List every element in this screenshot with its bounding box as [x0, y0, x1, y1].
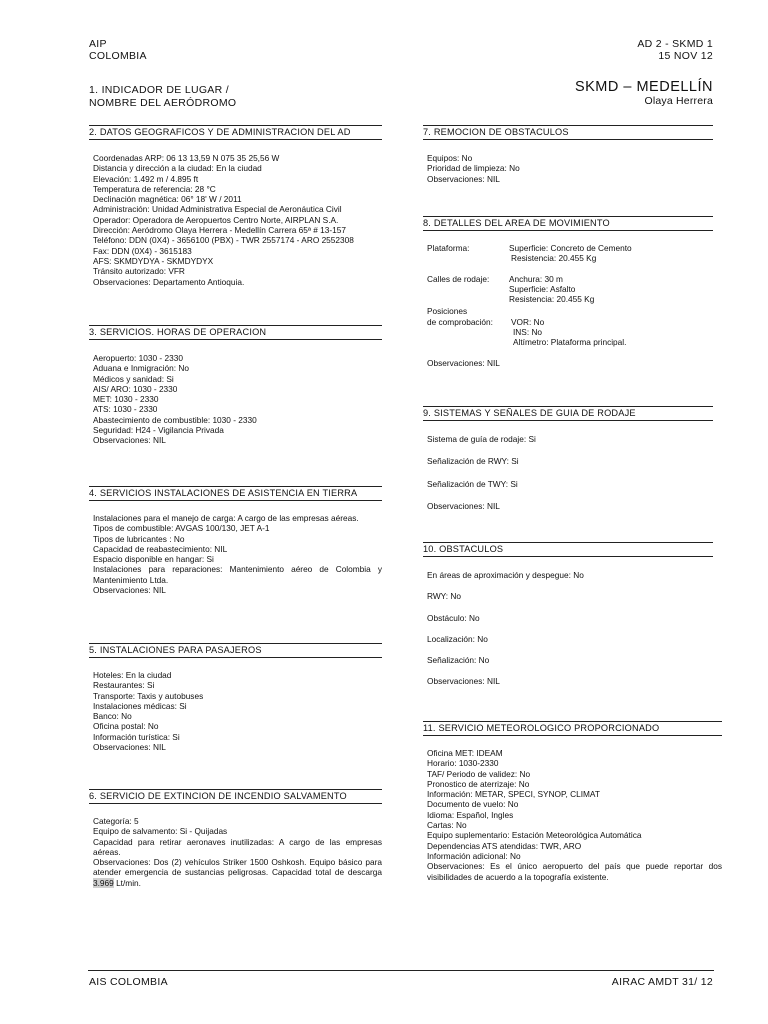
header-right [637, 38, 713, 62]
signaling: Señalización: No [427, 655, 490, 666]
section-10-body [423, 557, 713, 687]
language: Idioma: Español, Ingles [427, 809, 514, 820]
hangar-space: Espacio disponible en hangar: Si [93, 554, 214, 565]
section-2-title: 2. DATOS GEOGRAFICOS Y DE ADMINISTRACION DEL AD [89, 125, 382, 140]
left-column [89, 125, 382, 888]
taxiway-surface: Superficie: Asfalto [509, 283, 576, 294]
section-7 [423, 125, 713, 184]
location: Localización: No [427, 633, 488, 644]
header-date: 15 NOV 12 [658, 50, 713, 62]
address: Dirección: Aeródromo Olaya Herrera - Medellín Carrera 65ª # 13-157 [93, 225, 347, 236]
check-positions-label-1: Posiciones [427, 306, 468, 317]
fuel-supply: Abastecimiento de combustible: 1030 - 2330 [93, 414, 257, 425]
observations: Observaciones: NIL [93, 742, 166, 753]
apron-surface: Superficie: Concreto de Cemento [509, 243, 632, 253]
section-5 [89, 643, 382, 752]
transport: Transporte: Taxis y autobuses [93, 690, 204, 701]
check-positions-label-2: de comprobación: [427, 316, 493, 327]
altimeter-check: Altímetro: Plataforma principal. [513, 337, 627, 348]
observations: Observaciones: NIL [427, 173, 500, 184]
flight-documentation: Documento de vuelo: No [427, 799, 519, 810]
section-9 [423, 406, 713, 511]
observations: Observaciones: NIL [427, 357, 500, 368]
observations: Observaciones: NIL [427, 500, 500, 511]
rescue-equipment: Equipo de salvamento: Si - Quijadas [93, 826, 228, 837]
elevation: Elevación: 1.492 m / 4.895 ft [93, 173, 199, 184]
approach-obstacles: En áreas de aproximación y despegue: No [427, 570, 584, 580]
administration: Administración: Unidad Administrativa Especial de Aeronáutica Civil [93, 204, 342, 215]
section-3-title: 3. SERVICIOS. HORAS DE OPERACION [89, 325, 382, 340]
apron-row [427, 243, 713, 264]
aerodrome-title [575, 79, 713, 107]
section-11-title: 11. SERVICIO METEOROLOGICO PROPORCIONADO [423, 721, 722, 736]
footer-rule [88, 970, 714, 971]
apron-details [509, 243, 632, 264]
rwy-markings: Señalización de RWY: Si [427, 456, 519, 467]
section-5-title: 5. INSTALACIONES PARA PASAJEROS [89, 643, 382, 658]
met-office: Oficina MET: IDEAM [427, 748, 503, 758]
check-positions-row [427, 317, 713, 348]
taxiway-row [427, 274, 713, 305]
section-4-body [89, 501, 382, 595]
distance: Distancia y dirección a la ciudad: En la ciudad [93, 163, 262, 174]
removal-capacity: Capacidad para retirar aeronaves inutilizadas: A cargo de las empresas aéreas. [93, 836, 382, 857]
observations-text: Observaciones: Dos (2) vehículos Striker 1500 Oshkosh. Equipo básico para atender emergencia de sustancias peligrosas. Capacidad total de descarga [93, 857, 382, 878]
medical-facilities: Instalaciones médicas: Si [93, 700, 187, 711]
section-9-body [423, 421, 713, 511]
met: MET: 1030 - 2330 [93, 394, 159, 405]
twy-markings: Señalización de TWY: Si [427, 478, 518, 489]
information: Información: METAR, SPECI, SYNOP, CLIMAT [427, 789, 600, 800]
section-10 [423, 542, 713, 687]
bank: Banco: No [93, 711, 132, 722]
charts: Cartas: No [427, 820, 467, 831]
header-page-id: AD 2 - SKMD 1 [637, 38, 713, 50]
repair-facilities: Instalaciones para reparaciones: Mantenimiento aéreo de Colombia y Mantenimiento Ltda. [93, 564, 382, 585]
title-line-2: NOMBRE DEL AERÓDROMO [89, 96, 237, 109]
restaurants: Restaurantes: Si [93, 680, 155, 691]
discharge-unit: Lt/min. [113, 877, 141, 888]
section-6-title: 6. SERVICIO DE EXTINCION DE INCENDIO SALVAMENTO [89, 789, 382, 804]
section-2-body [89, 140, 382, 287]
right-column [423, 125, 722, 882]
ats: ATS: 1030 - 2330 [93, 404, 158, 415]
header-left [89, 38, 147, 62]
fax: Fax: DDN (0X4) - 3615183 [93, 245, 192, 256]
authorized-traffic: Tránsito autorizado: VFR [93, 266, 185, 277]
category: Categoría: 5 [93, 816, 139, 826]
fuel-types: Tipos de combustible: AVGAS 100/130, JET A-1 [93, 523, 270, 534]
footer-left: AIS COLOMBIA [89, 976, 168, 988]
magnetic-declination: Declinación magnética: 06° 18' W / 2011 [93, 194, 242, 205]
observations: Observaciones: Es el único aeropuerto del país que puede reportar dos visibilidades de acuerdo a la topografía existente. [427, 861, 722, 882]
ais-aro: AIS/ ARO: 1030 - 2330 [93, 383, 178, 394]
apron-label: Plataforma: [427, 243, 470, 253]
title-line-1: 1. INDICADOR DE LUGAR / [89, 84, 229, 96]
apron-resistance: Resistencia: 20.455 Kg [511, 253, 597, 264]
tourist-info: Información turística: Si [93, 731, 180, 742]
section-11 [423, 721, 722, 882]
aerodrome-name: SKMD – MEDELLÍN [574, 79, 713, 95]
observations: Observaciones: NIL [427, 676, 500, 687]
aerodrome-subname: Olaya Herrera [644, 95, 713, 107]
rwy-obstacles: RWY: No [427, 591, 461, 602]
section-3 [89, 325, 382, 446]
footer-right: AIRAC AMDT 31/ 12 [611, 976, 713, 988]
supplementary-equipment: Equipo suplementario: Estación Meteorológica Automática [427, 830, 642, 841]
taxi-guidance: Sistema de guía de rodaje: Si [427, 434, 536, 444]
discharge-capacity-value: 3.969 [93, 877, 114, 888]
section-2 [89, 125, 382, 287]
ins-check: INS: No [513, 327, 543, 338]
observations [93, 857, 382, 888]
location-indicator-title [89, 84, 236, 109]
afs: AFS: SKMDYDYA - SKMDYDYX [93, 255, 214, 266]
security: Seguridad: H24 - Vigilancia Privada [93, 425, 224, 436]
obstacle: Obstáculo: No [427, 612, 480, 623]
section-4 [89, 486, 382, 595]
section-9-title: 9. SISTEMAS Y SEÑALES DE GUIA DE RODAJE [423, 406, 713, 421]
section-6 [89, 789, 382, 888]
hotels: Hoteles: En la ciudad [93, 670, 172, 680]
vor-check: VOR: No [511, 316, 545, 327]
taxiway-width: Anchura: 30 m [509, 273, 563, 284]
equipment: Equipos: No [427, 153, 473, 163]
coordinates: Coordenadas ARP: 06 13 13,59 N 075 35 25,56 W [93, 153, 280, 163]
section-7-body [423, 140, 713, 184]
section-8-body [423, 231, 713, 368]
header-aip: AIP [89, 38, 107, 50]
taxiway-label: Calles de rodaje: [427, 273, 490, 284]
medical: Médicos y sanidad: Si [93, 373, 174, 384]
observations: Observaciones: NIL [93, 435, 166, 446]
observations: Observaciones: NIL [93, 585, 166, 596]
section-3-body [89, 340, 382, 446]
check-positions [427, 306, 713, 347]
taxiway-details [509, 274, 594, 305]
additional-info: Información adicional: No [427, 850, 521, 861]
section-8-title: 8. DETALLES DEL AREA DE MOVIMIENTO [423, 216, 713, 231]
ref-temperature: Temperatura de referencia: 28 °C [93, 183, 216, 194]
cleaning-priority: Prioridad de limpieza: No [427, 163, 520, 174]
cargo-facilities: Instalaciones para el manejo de carga: A cargo de las empresas aéreas. [93, 513, 359, 523]
section-7-title: 7. REMOCION DE OBSTACULOS [423, 125, 713, 140]
lubricants: Tipos de lubricantes : No [93, 533, 185, 544]
phone: Teléfono: DDN (0X4) - 3656100 (PBX) - TWR 2557174 - ARO 2552308 [93, 235, 354, 246]
taxiway-resistance: Resistencia: 20.455 Kg [509, 294, 595, 305]
airport-hours: Aeropuerto: 1030 - 2330 [93, 353, 183, 363]
customs: Aduana e Inmigración: No [93, 363, 189, 374]
refuel-capacity: Capacidad de reabastecimiento: NIL [93, 543, 228, 554]
section-11-body [423, 736, 722, 882]
landing-forecast: Pronostico de aterrizaje: No [427, 778, 530, 789]
section-4-title: 4. SERVICIOS INSTALACIONES DE ASISTENCIA EN TIERRA [89, 486, 382, 501]
section-8 [423, 216, 713, 368]
section-5-body [89, 658, 382, 752]
section-10-title: 10. OBSTACULOS [423, 542, 713, 557]
ats-units: Dependencias ATS atendidas: TWR, ARO [427, 840, 582, 851]
section-6-body [89, 804, 382, 888]
header-country: COLOMBIA [89, 50, 147, 62]
hours: Horario: 1030-2330 [427, 758, 499, 769]
post-office: Oficina postal: No [93, 721, 159, 732]
taf-validity: TAF/ Periodo de validez: No [427, 768, 531, 779]
operator: Operador: Operadora de Aeropuertos Centro Norte, AIRPLAN S.A. [93, 214, 339, 225]
observations: Observaciones: Departamento Antioquia. [93, 276, 245, 287]
check-positions-details [511, 317, 626, 348]
